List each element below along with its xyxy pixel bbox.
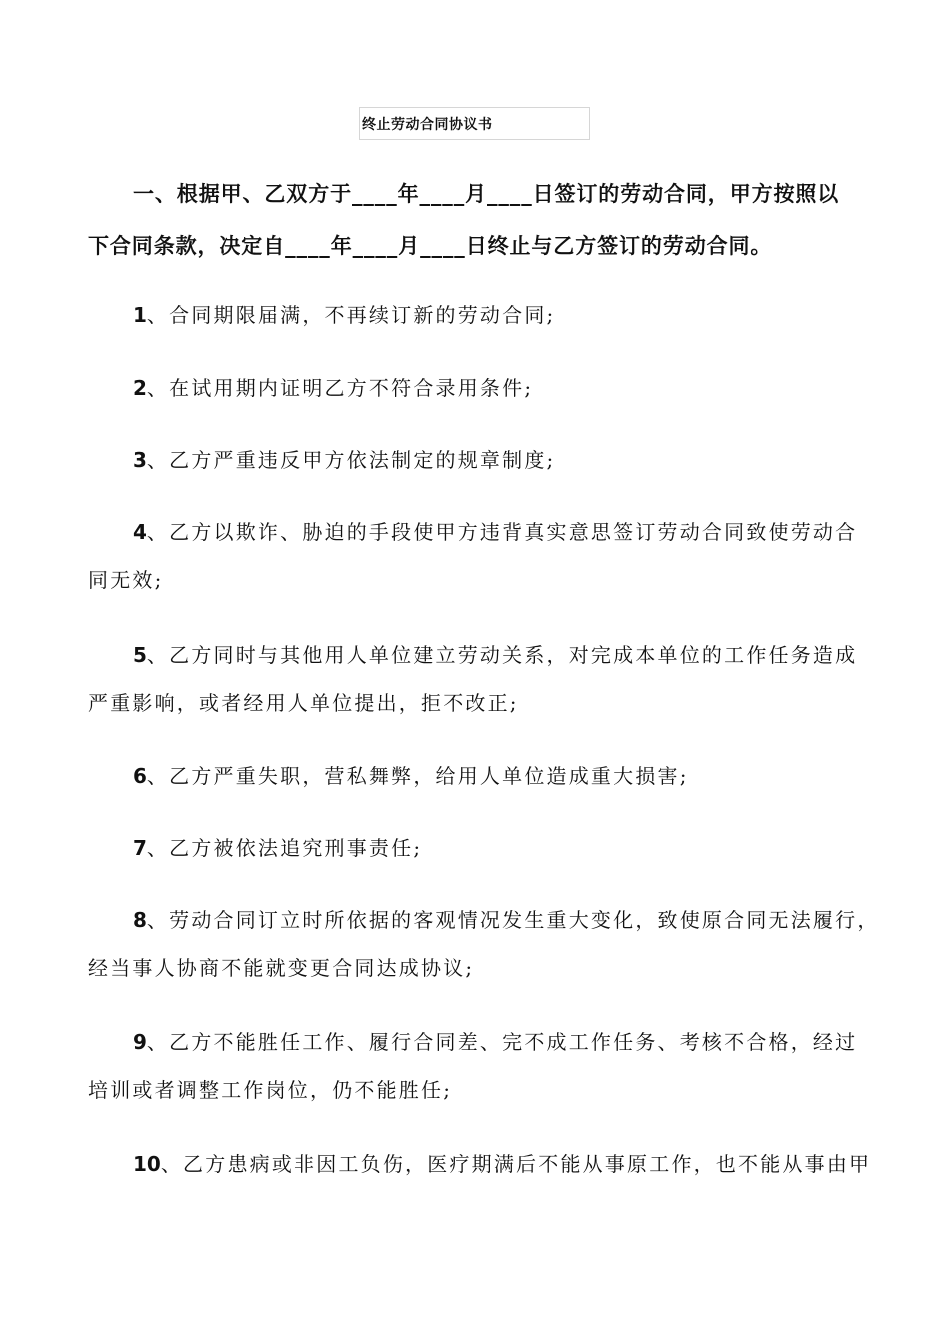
clause-text: 、乙方同时与其他用人单位建立劳动关系，对完成本单位的工作任务造成 [146, 643, 858, 667]
clause-number: 5 [133, 643, 147, 667]
clause-number: 10 [133, 1152, 161, 1176]
document-title: 终止劳动合同协议书 [362, 117, 493, 133]
clause-text-continued: 同无效; [88, 568, 164, 592]
clause-item [88, 436, 878, 484]
clause-item [88, 1018, 878, 1114]
clause-text: 、乙方严重失职，营私舞弊，给用人单位造成重大损害; [146, 764, 689, 788]
clause-number: 7 [133, 836, 147, 860]
clause-number: 2 [133, 376, 147, 400]
intro-line-1: 一、根据甲、乙双方于____年____月____日签订的劳动合同，甲方按照以 [133, 182, 840, 206]
clause-item [88, 752, 878, 800]
clause-number: 9 [133, 1030, 147, 1054]
clause-text: 、乙方被依法追究刑事责任; [146, 836, 423, 860]
clause-item [88, 291, 878, 339]
clause-text: 、劳动合同订立时所依据的客观情况发生重大变化，致使原合同无法履行， [146, 908, 880, 932]
clause-number: 1 [133, 303, 147, 327]
clause-item [88, 508, 878, 604]
clause-text-continued: 严重影响，或者经用人单位提出，拒不改正; [88, 691, 519, 715]
intro-line-2: 下合同条款，决定自____年____月____日终止与乙方签订的劳动合同。 [88, 234, 773, 258]
clause-text: 、乙方患病或非因工负伤，医疗期满后不能从事原工作，也不能从事由甲 [160, 1152, 872, 1176]
clause-item [88, 824, 878, 872]
clause-text: 、乙方严重违反甲方依法制定的规章制度; [146, 448, 556, 472]
clause-text: 、在试用期内证明乙方不符合录用条件; [146, 376, 534, 400]
clause-text: 、合同期限届满，不再续订新的劳动合同; [146, 303, 556, 327]
clause-number: 4 [133, 520, 147, 544]
clause-number: 8 [133, 908, 147, 932]
clause-item [88, 364, 878, 412]
clause-number: 3 [133, 448, 147, 472]
clause-item [88, 896, 878, 992]
clause-number: 6 [133, 764, 147, 788]
clause-text-continued: 培训或者调整工作岗位，仍不能胜任; [88, 1078, 453, 1102]
intro-paragraph [88, 168, 868, 272]
clause-item [88, 631, 878, 727]
clause-text-continued: 经当事人协商不能就变更合同达成协议; [88, 956, 475, 980]
clause-text: 、乙方以欺诈、胁迫的手段使甲方违背真实意思签订劳动合同致使劳动合 [146, 520, 858, 544]
clause-item [88, 1140, 878, 1188]
clause-text: 、乙方不能胜任工作、履行合同差、完不成工作任务、考核不合格，经过 [146, 1030, 858, 1054]
